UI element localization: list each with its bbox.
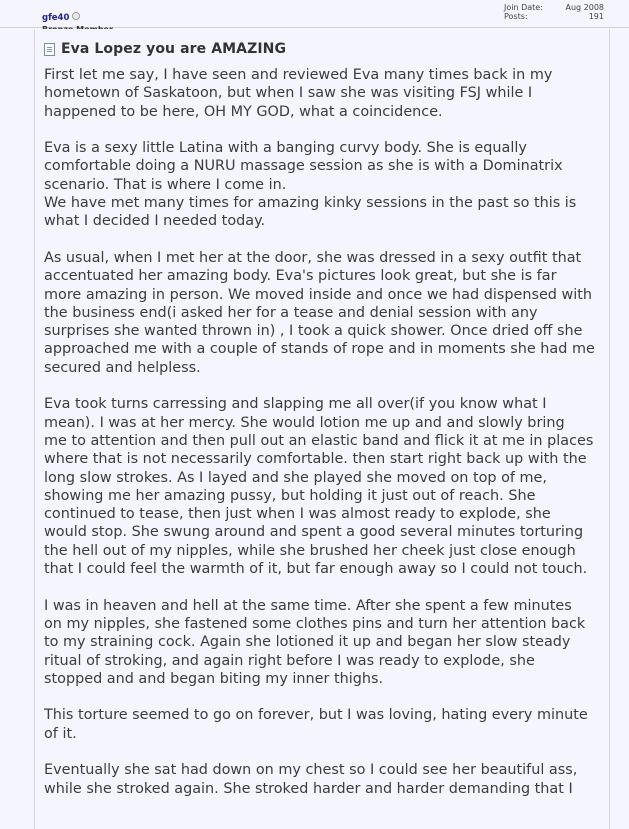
post-title-row [44,41,286,57]
join-date-value: Aug 2008 [565,3,604,12]
username-link[interactable]: gfe40 [42,13,70,23]
user-stats [504,3,604,21]
post-paragraph: Eva is a sexy little Latina with a banging curvy body. She is equally comfortable doing a NURU massage session as she is with a Dominatrix scenario. That is where I come in. We have met many times for amazing kinky sessions in the past so this is what I decided I needed today. [44,140,577,230]
post-paragraph: I was in heaven and hell at the same time. After she spent a few minutes on my nipples, she fastened some clothes pins and turn her attention back to my straining cock. Again she lotioned it up and began her slow steady ritual of stroking, and again right before I was ready to explode, she stopped and and began biting my inner thighs. [44,597,586,687]
post-title: Eva Lopez you are AMAZING [61,41,287,57]
posts-row [504,12,604,21]
join-date-row [504,3,604,12]
posts-label: Posts: [504,12,528,21]
post-container [34,29,610,829]
post-header-bar [0,0,629,28]
offline-status-icon [72,12,80,20]
join-date-label: Join Date: [504,3,543,12]
document-icon [44,43,55,56]
post-paragraph: This torture seemed to go on forever, but I was loving, hating every minute of it. [44,707,588,742]
post-paragraph: As usual, when I met her at the door, she was dressed in a sexy outfit that accentuated her amazing body. Eva's pictures look great, but she is far more amazing in person. We moved inside and once we had dispensed with the business end(i asked her for a tease and denial session with any surprises she wanted thrown in) , I took a quick shower. Once dried off she approached me with a couple of stands of rope and in moments she had me secured and helpless. [44,249,595,376]
post-paragraph: Eva took turns carressing and slapping me all over(if you know what I mean). I was at her mercy. She would lotion me up and and slowly bring me to attention and then pull out an elastic band and flick it at me in places where that is not necessarily comfortable. then start right back up with the long slow strokes. As I layed and she played she moved on top of me, showing me her amazing pussy, but holding it just out of reach. She continued to tease, then just when I was almost ready to explode, she would stop. She swung around and spent a good several minutes torturing the hell out of my nipples, while she brushed her cheek just close enough that I could feel the warmth of it, but far enough away so I could not touch. [44,396,594,578]
post-body [44,66,606,816]
posts-value: 191 [588,12,604,21]
post-paragraph: Eventually she sat had down on my chest so I could see her beautiful ass, while she stroked again. She stroked harder and harder demanding that I [44,762,578,797]
post-paragraph: First let me say, I have seen and reviewed Eva many times back in my hometown of Saskatoon, but when I saw she was visiting FSJ while I happened to be here, OH MY GOD, what a coincidence. [44,67,553,120]
